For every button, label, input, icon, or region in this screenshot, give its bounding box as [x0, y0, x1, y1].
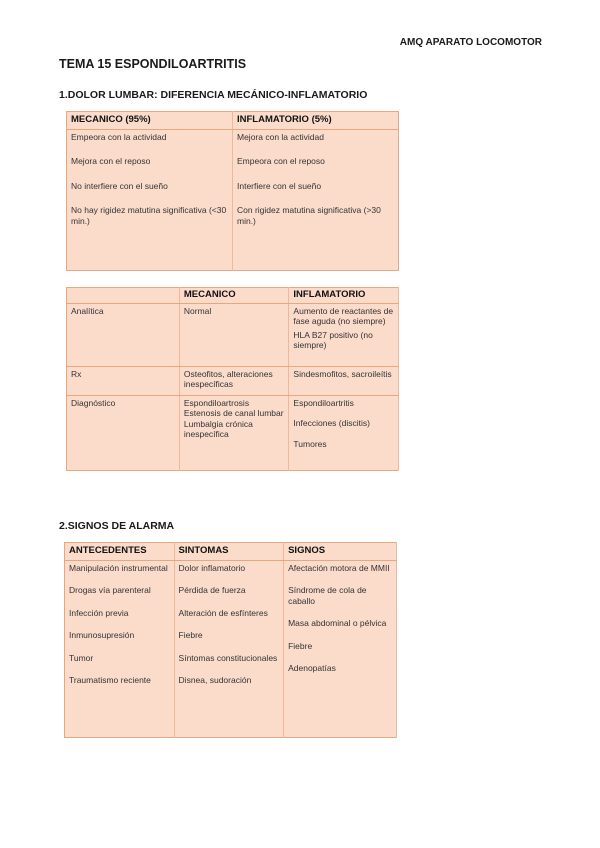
row-mecanico — [179, 303, 289, 366]
list-item: No interfiere con el sueño — [71, 180, 168, 191]
row-label: Analítica — [67, 303, 180, 366]
cell-text: Estenosis de canal lumbar — [183, 408, 284, 418]
t2-header-mecanico: MECANICO — [179, 288, 289, 304]
t2-header-empty — [67, 288, 180, 304]
t1-col-inflamatorio — [233, 129, 399, 270]
cell-text: Normal — [183, 305, 212, 316]
list-item: Mejora con el reposo — [71, 156, 151, 166]
list-item: Síntomas constitucionales — [178, 652, 278, 663]
list-item: Masa abdominal o pélvica — [288, 618, 387, 628]
t3-col-sintomas — [174, 560, 284, 737]
row-mecanico — [179, 366, 289, 395]
list-item: Alteración de esfínteres — [178, 607, 268, 618]
list-item: Dolor inflamatorio — [178, 562, 246, 573]
list-item: Síndrome de cola de caballo — [288, 585, 367, 606]
list-item: Manipulación instrumental — [69, 562, 168, 573]
row-mecanico — [179, 395, 289, 470]
row-inflamatorio — [289, 366, 399, 395]
t1-col-mecanico — [67, 129, 233, 270]
list-item: Empeora con la actividad — [71, 131, 167, 142]
section1-heading: 1.DOLOR LUMBAR: DIFERENCIA MECÁNICO-INFLAMATORIO — [59, 89, 368, 101]
list-item: Inmunosupresión — [69, 630, 135, 640]
list-item: Tumor — [69, 652, 94, 663]
cell-text: Aumento de reactantes de fase aguda (no siempre) — [293, 305, 394, 326]
row-inflamatorio — [289, 303, 399, 366]
list-item: Traumatismo reciente — [69, 675, 151, 685]
cell-text: Osteofitos, alteraciones inespecíficas — [183, 368, 273, 389]
list-item: Empeora con el reposo — [237, 156, 325, 166]
t3-header-signos: SIGNOS — [284, 543, 397, 561]
t3-header-sintomas: SINTOMAS — [174, 543, 284, 561]
list-item: Drogas vía parenteral — [69, 585, 151, 595]
list-item: Infección previa — [69, 607, 129, 618]
list-item: Mejora con la actividad — [237, 131, 324, 142]
list-item: Pérdida de fuerza — [178, 585, 246, 595]
list-item: Afectación motora de MMII — [288, 562, 390, 573]
row-inflamatorio — [289, 395, 399, 470]
t1-header-mecanico: MECANICO (95%) — [67, 112, 233, 130]
table-row — [67, 395, 399, 470]
cell-text: Sindesmofitos, sacroileítis — [293, 368, 392, 379]
list-item: Con rigidez matutina significativa (>30 min.) — [237, 205, 381, 226]
row-label: Diagnóstico — [67, 395, 180, 470]
list-item: Interfiere con el sueño — [237, 180, 322, 191]
cell-text: Espondiloartrosis — [183, 397, 250, 408]
diagnostic-comparison-table — [66, 287, 399, 471]
section2-heading: 2.SIGNOS DE ALARMA — [59, 520, 175, 532]
list-item: Fiebre — [288, 640, 313, 651]
cell-text: Espondiloartritis — [293, 397, 354, 408]
t3-col-signos — [284, 560, 397, 737]
cell-text: Lumbalgia crónica inespecífica — [183, 418, 253, 439]
header-subject: AMQ APARATO LOCOMOTOR — [399, 37, 542, 48]
list-item: Adenopatías — [288, 663, 336, 673]
list-item: Disnea, sudoración — [178, 675, 252, 685]
t1-header-inflamatorio: INFLAMATORIO (5%) — [233, 112, 399, 130]
table-row — [67, 366, 399, 395]
table-row — [67, 303, 399, 366]
list-item: Fiebre — [178, 630, 203, 640]
page-title: TEMA 15 ESPONDILOARTRITIS — [59, 57, 247, 71]
cell-text: Tumores — [293, 438, 327, 449]
t3-col-antecedentes — [65, 560, 175, 737]
t3-header-antecedentes: ANTECEDENTES — [65, 543, 175, 561]
mechanical-vs-inflammatory-table — [66, 111, 399, 271]
list-item: No hay rigidez matutina significativa (<30 min.) — [71, 205, 227, 226]
alarm-signs-table — [64, 542, 397, 738]
row-label: Rx — [67, 366, 180, 395]
cell-text: Infecciones (discitis) — [293, 418, 370, 428]
cell-text: HLA B27 positivo (no siempre) — [293, 329, 373, 350]
t2-header-inflamatorio: INFLAMATORIO — [289, 288, 399, 304]
